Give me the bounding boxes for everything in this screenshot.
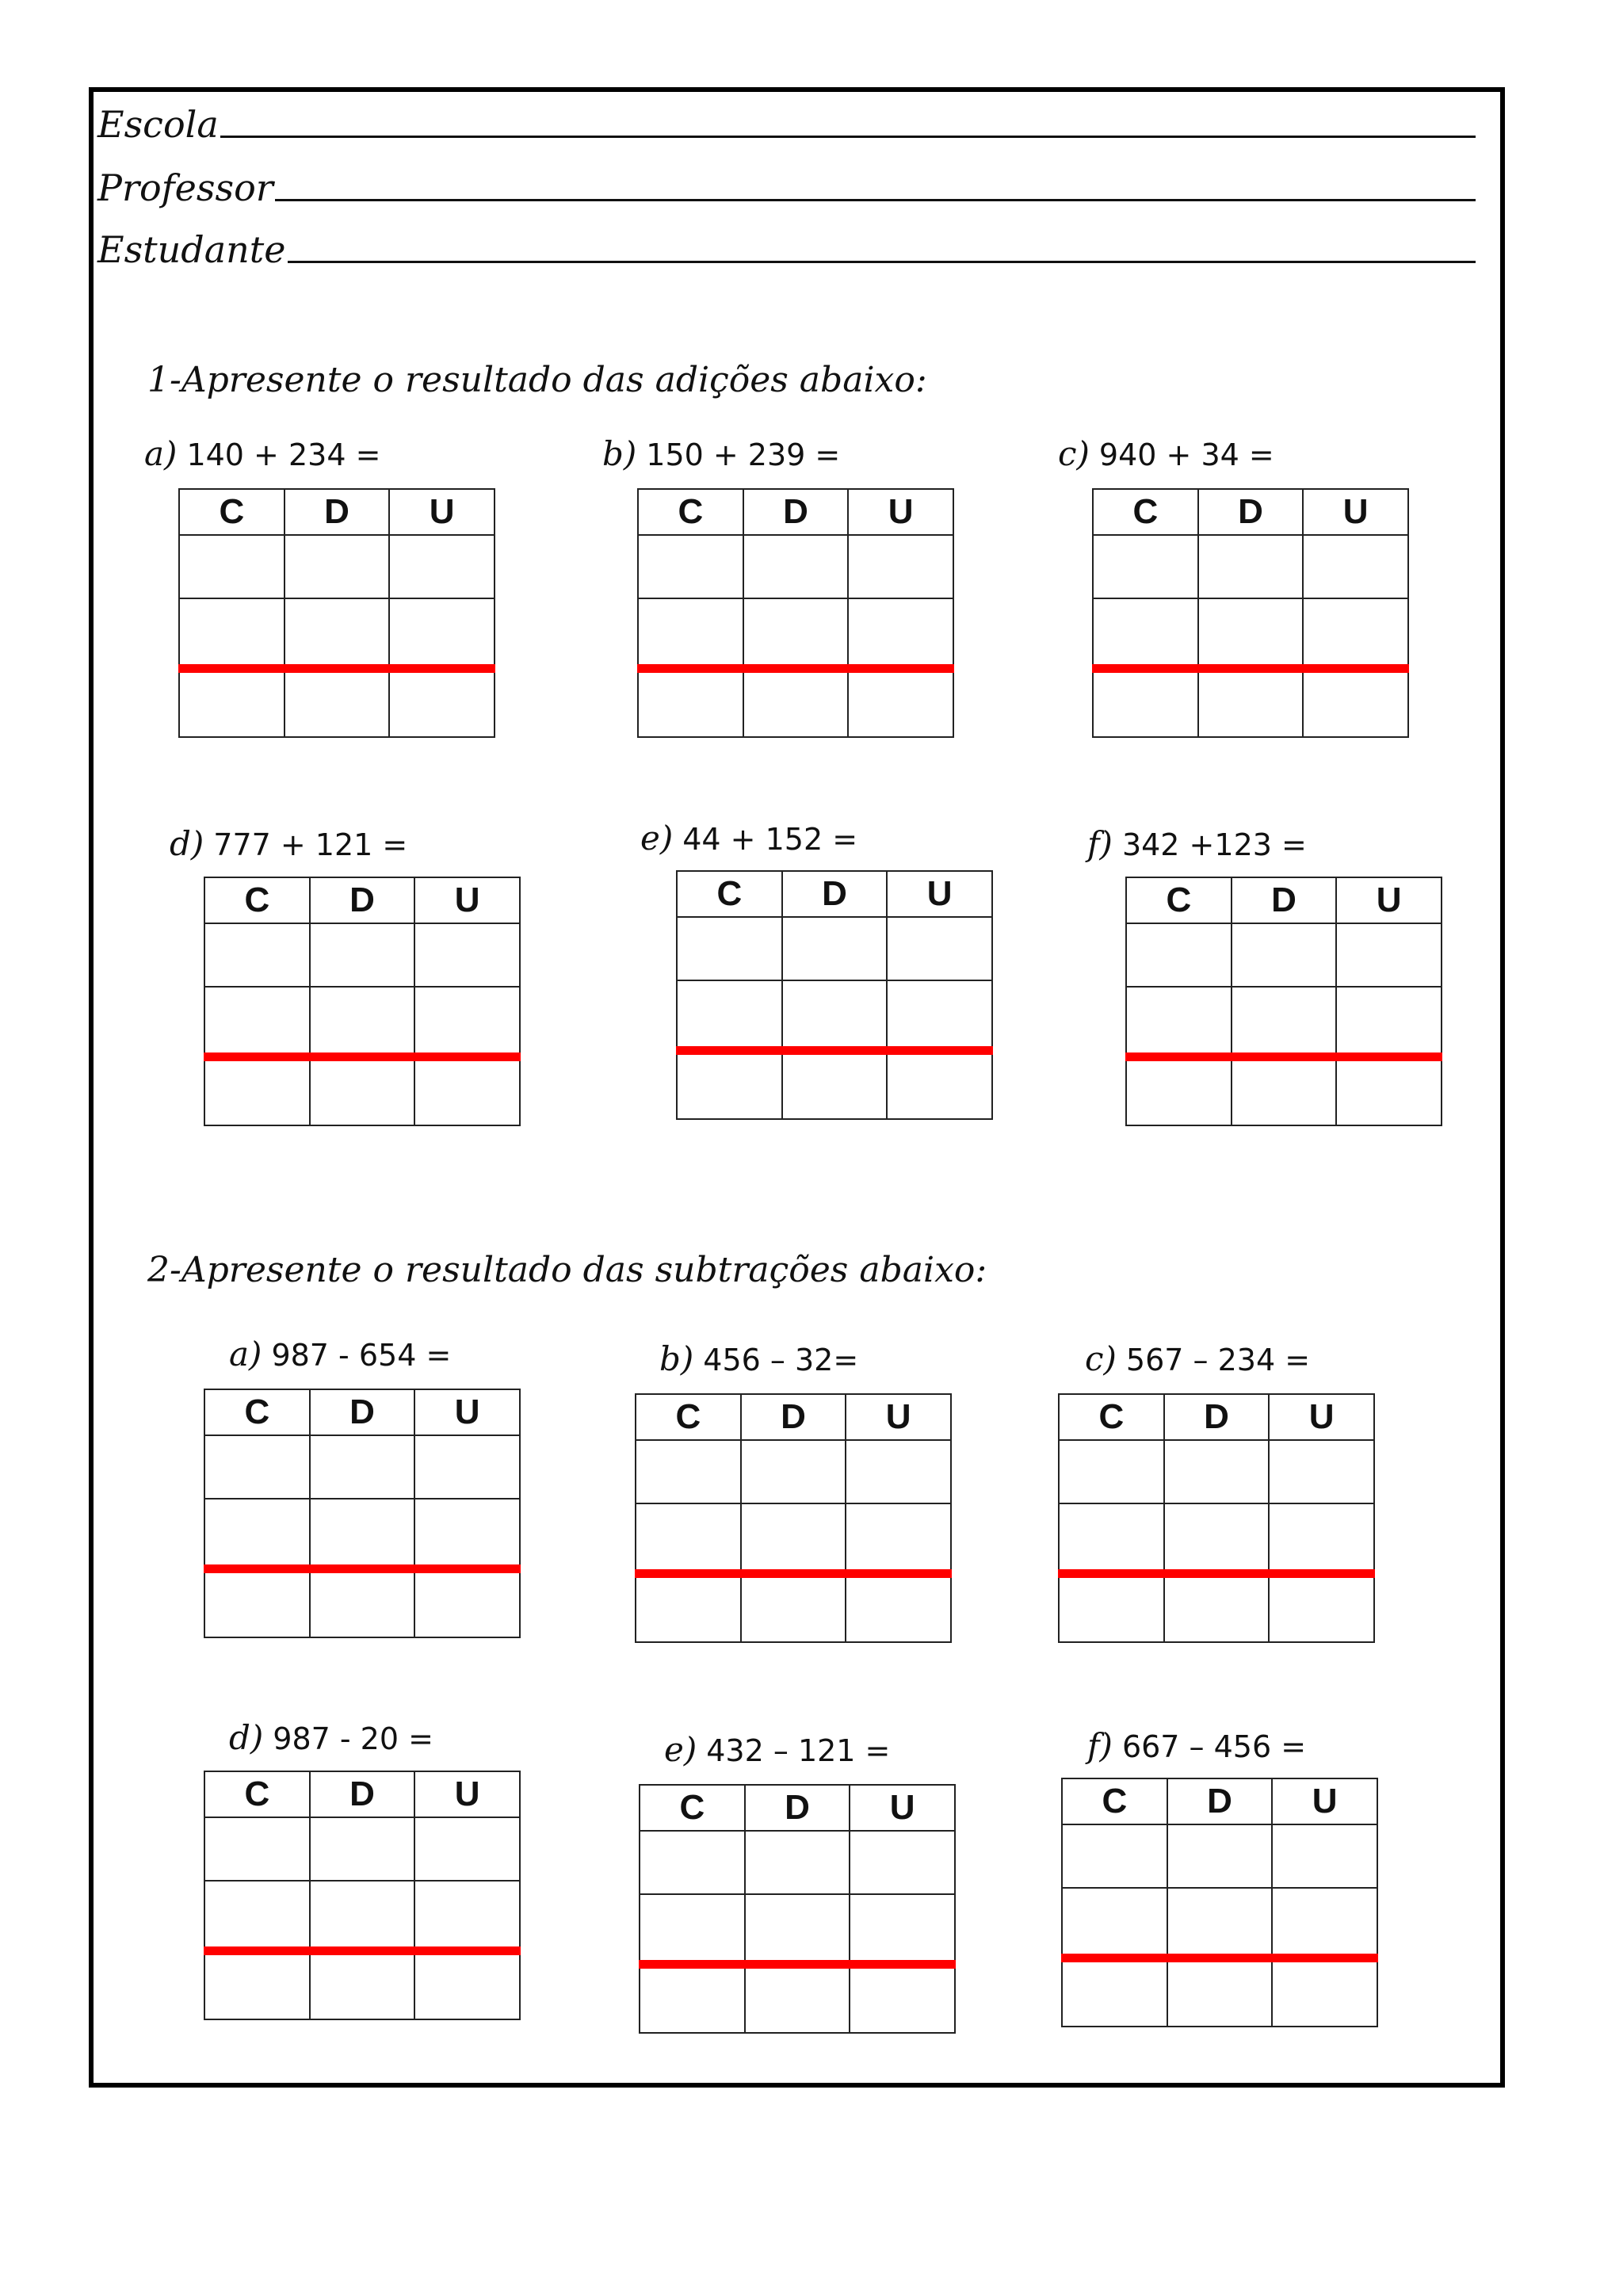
answer-cell: [1127, 924, 1231, 986]
result-line: [639, 1960, 956, 1969]
answer-cell: [783, 918, 887, 980]
answer-cell: [205, 988, 309, 1056]
column-header-centenas: C: [1063, 1779, 1167, 1824]
school-field: [97, 94, 1476, 146]
answer-cell: [1304, 670, 1407, 736]
result-line: [204, 1564, 521, 1573]
problem-expression: 567 – 234 =: [1125, 1343, 1311, 1377]
answer-cell: [636, 1504, 740, 1573]
problem-expression: 667 – 456 =: [1121, 1729, 1307, 1764]
answer-cell: [849, 599, 953, 668]
answer-cell: [746, 1832, 850, 1893]
problem-1b-cdu-table: [637, 488, 954, 738]
answer-cell: [1273, 1959, 1377, 2026]
answer-cell: [1273, 1889, 1377, 1958]
answer-cell: [1060, 1504, 1163, 1573]
result-line: [204, 1052, 521, 1061]
answer-cell: [1094, 670, 1197, 736]
problem-2b-label: [659, 1339, 858, 1379]
column-header-unidades: U: [1270, 1395, 1373, 1439]
column-header-unidades: U: [415, 1390, 519, 1435]
problem-2e-label: [664, 1730, 890, 1770]
problem-1d-cdu-table: [204, 877, 521, 1126]
answer-cell: [415, 1570, 519, 1637]
answer-cell: [311, 988, 414, 1056]
answer-cell: [1232, 924, 1336, 986]
column-header-centenas: C: [678, 872, 781, 916]
answer-cell: [390, 670, 494, 736]
column-header-dezenas: D: [1168, 1779, 1272, 1824]
answer-cell: [415, 1499, 519, 1568]
problem-1c-cdu-table: [1092, 488, 1409, 738]
answer-cell: [415, 924, 519, 986]
answer-cell: [1060, 1575, 1163, 1641]
column-header-unidades: U: [415, 878, 519, 923]
problem-expression: 150 + 239 =: [646, 437, 841, 472]
answer-cell: [746, 1966, 850, 2032]
answer-cell: [311, 1499, 414, 1568]
answer-cell: [180, 599, 284, 668]
section-2-title: 2-Apresente o resultado das subtrações abaixo:: [147, 1250, 987, 1290]
answer-cell: [678, 1052, 781, 1118]
column-header-dezenas: D: [1165, 1395, 1269, 1439]
problem-2d-label: [229, 1718, 433, 1758]
problem-1a-label: [144, 434, 380, 474]
answer-cell: [639, 670, 743, 736]
answer-cell: [205, 1952, 309, 2019]
column-header-centenas: C: [180, 490, 284, 534]
column-header-centenas: C: [640, 1786, 744, 1830]
answer-cell: [415, 1436, 519, 1498]
school-label: Escola: [97, 103, 219, 146]
answer-cell: [205, 924, 309, 986]
problem-letter: a): [144, 434, 178, 473]
column-header-unidades: U: [390, 490, 494, 534]
column-header-centenas: C: [205, 878, 309, 923]
school-write-line: [220, 136, 1476, 138]
answer-cell: [205, 1499, 309, 1568]
answer-cell: [1127, 988, 1231, 1056]
result-line: [637, 664, 954, 673]
problem-1f-label: [1087, 824, 1307, 864]
problem-1e-label: [640, 819, 857, 858]
answer-cell: [1270, 1441, 1373, 1503]
answer-cell: [744, 536, 848, 598]
column-header-dezenas: D: [285, 490, 389, 534]
result-line: [676, 1046, 993, 1055]
column-header-unidades: U: [846, 1395, 950, 1439]
column-header-unidades: U: [850, 1786, 954, 1830]
answer-cell: [311, 924, 414, 986]
result-line: [1092, 664, 1409, 673]
result-line: [635, 1569, 952, 1578]
problem-expression: 777 + 121 =: [213, 827, 408, 862]
problem-1e-cdu-table: [676, 870, 993, 1120]
answer-cell: [1168, 1889, 1272, 1958]
problem-letter: e): [664, 1730, 697, 1769]
answer-cell: [639, 536, 743, 598]
answer-cell: [783, 1052, 887, 1118]
answer-cell: [1199, 536, 1303, 598]
answer-cell: [888, 1052, 991, 1118]
problem-expression: 456 – 32=: [703, 1343, 859, 1377]
problem-1c-label: [1058, 434, 1274, 474]
problem-letter: e): [640, 819, 674, 858]
problem-1f-cdu-table: [1125, 877, 1442, 1126]
answer-cell: [311, 1436, 414, 1498]
result-line: [204, 1946, 521, 1955]
column-header-unidades: U: [1304, 490, 1407, 534]
problem-1d-label: [170, 824, 407, 864]
problem-letter: f): [1087, 1726, 1113, 1765]
column-header-dezenas: D: [742, 1395, 846, 1439]
problem-letter: a): [229, 1335, 262, 1373]
answer-cell: [850, 1966, 954, 2032]
answer-cell: [180, 536, 284, 598]
answer-cell: [1168, 1825, 1272, 1887]
answer-cell: [849, 670, 953, 736]
answer-cell: [1304, 599, 1407, 668]
problem-letter: b): [659, 1339, 694, 1378]
column-header-unidades: U: [1337, 878, 1441, 923]
teacher-label: Professor: [97, 166, 273, 209]
column-header-centenas: C: [1060, 1395, 1163, 1439]
column-header-unidades: U: [1273, 1779, 1377, 1824]
answer-cell: [1127, 1058, 1231, 1125]
answer-cell: [742, 1504, 846, 1573]
answer-cell: [285, 670, 389, 736]
answer-cell: [1337, 924, 1441, 986]
answer-cell: [846, 1575, 950, 1641]
problem-1b-label: [602, 434, 840, 474]
answer-cell: [390, 599, 494, 668]
answer-cell: [850, 1832, 954, 1893]
answer-cell: [636, 1575, 740, 1641]
answer-cell: [636, 1441, 740, 1503]
problem-expression: 432 – 121 =: [706, 1733, 891, 1768]
answer-cell: [1094, 599, 1197, 668]
problem-2f-label: [1087, 1726, 1306, 1766]
answer-cell: [205, 1818, 309, 1880]
column-header-dezenas: D: [783, 872, 887, 916]
column-header-dezenas: D: [1232, 878, 1336, 923]
answer-cell: [1063, 1825, 1167, 1887]
answer-cell: [180, 670, 284, 736]
answer-cell: [311, 1570, 414, 1637]
problem-expression: 987 - 20 =: [273, 1721, 433, 1756]
answer-cell: [783, 981, 887, 1050]
answer-cell: [742, 1441, 846, 1503]
result-line: [1058, 1569, 1375, 1578]
answer-cell: [744, 670, 848, 736]
answer-cell: [1165, 1504, 1269, 1573]
column-header-centenas: C: [205, 1772, 309, 1817]
problem-letter: b): [602, 434, 637, 473]
problem-letter: f): [1087, 824, 1113, 863]
answer-cell: [1232, 1058, 1336, 1125]
answer-cell: [1199, 599, 1303, 668]
answer-cell: [415, 1058, 519, 1125]
problem-2f-cdu-table: [1061, 1778, 1378, 2027]
teacher-write-line: [275, 199, 1476, 201]
answer-cell: [415, 988, 519, 1056]
answer-cell: [285, 599, 389, 668]
answer-cell: [1199, 670, 1303, 736]
answer-cell: [888, 918, 991, 980]
answer-cell: [1063, 1889, 1167, 1958]
column-header-centenas: C: [639, 490, 743, 534]
problem-letter: d): [170, 824, 204, 863]
problem-expression: 44 + 152 =: [682, 822, 858, 857]
student-write-line: [288, 261, 1476, 263]
answer-cell: [205, 1570, 309, 1637]
answer-cell: [1165, 1575, 1269, 1641]
problem-letter: c): [1058, 434, 1090, 473]
problem-2e-cdu-table: [639, 1784, 956, 2034]
problem-2a-label: [229, 1335, 451, 1374]
problem-2a-cdu-table: [204, 1389, 521, 1638]
result-line: [178, 664, 495, 673]
problem-1a-cdu-table: [178, 488, 495, 738]
answer-cell: [1165, 1441, 1269, 1503]
result-line: [1125, 1052, 1442, 1061]
student-field: [97, 219, 1476, 271]
answer-cell: [311, 1881, 414, 1950]
teacher-field: [97, 157, 1476, 209]
answer-cell: [639, 599, 743, 668]
answer-cell: [640, 1832, 744, 1893]
answer-cell: [1063, 1959, 1167, 2026]
answer-cell: [205, 1881, 309, 1950]
column-header-dezenas: D: [311, 1772, 414, 1817]
column-header-dezenas: D: [311, 878, 414, 923]
problem-letter: d): [229, 1718, 264, 1757]
answer-cell: [1270, 1575, 1373, 1641]
answer-cell: [678, 918, 781, 980]
answer-cell: [205, 1436, 309, 1498]
answer-cell: [746, 1895, 850, 1964]
column-header-unidades: U: [888, 872, 991, 916]
answer-cell: [415, 1881, 519, 1950]
section-1-title: 1-Apresente o resultado das adições abaixo:: [147, 360, 927, 400]
answer-cell: [640, 1895, 744, 1964]
problem-2c-label: [1085, 1339, 1310, 1379]
column-header-centenas: C: [1094, 490, 1197, 534]
answer-cell: [311, 1058, 414, 1125]
problem-2c-cdu-table: [1058, 1393, 1375, 1643]
column-header-unidades: U: [849, 490, 953, 534]
problem-2d-cdu-table: [204, 1771, 521, 2020]
column-header-dezenas: D: [1199, 490, 1303, 534]
answer-cell: [678, 981, 781, 1050]
problem-letter: c): [1085, 1339, 1117, 1378]
column-header-dezenas: D: [746, 1786, 850, 1830]
answer-cell: [888, 981, 991, 1050]
column-header-dezenas: D: [311, 1390, 414, 1435]
answer-cell: [1094, 536, 1197, 598]
column-header-centenas: C: [205, 1390, 309, 1435]
column-header-centenas: C: [1127, 878, 1231, 923]
answer-cell: [1232, 988, 1336, 1056]
problem-expression: 987 - 654 =: [271, 1338, 452, 1373]
answer-cell: [744, 599, 848, 668]
problem-2b-cdu-table: [635, 1393, 952, 1643]
answer-cell: [415, 1952, 519, 2019]
answer-cell: [1168, 1959, 1272, 2026]
answer-cell: [1270, 1504, 1373, 1573]
answer-cell: [846, 1504, 950, 1573]
problem-expression: 940 + 34 =: [1098, 437, 1274, 472]
answer-cell: [1060, 1441, 1163, 1503]
answer-cell: [850, 1895, 954, 1964]
answer-cell: [1337, 1058, 1441, 1125]
answer-cell: [846, 1441, 950, 1503]
problem-expression: 140 + 234 =: [186, 437, 381, 472]
answer-cell: [1337, 988, 1441, 1056]
column-header-dezenas: D: [744, 490, 848, 534]
answer-cell: [849, 536, 953, 598]
answer-cell: [415, 1818, 519, 1880]
column-header-unidades: U: [415, 1772, 519, 1817]
answer-cell: [640, 1966, 744, 2032]
answer-cell: [285, 536, 389, 598]
answer-cell: [390, 536, 494, 598]
column-header-centenas: C: [636, 1395, 740, 1439]
result-line: [1061, 1954, 1378, 1962]
student-label: Estudante: [97, 228, 286, 271]
answer-cell: [311, 1818, 414, 1880]
answer-cell: [311, 1952, 414, 2019]
answer-cell: [1273, 1825, 1377, 1887]
answer-cell: [1304, 536, 1407, 598]
answer-cell: [742, 1575, 846, 1641]
problem-expression: 342 +123 =: [1121, 827, 1307, 862]
answer-cell: [205, 1058, 309, 1125]
